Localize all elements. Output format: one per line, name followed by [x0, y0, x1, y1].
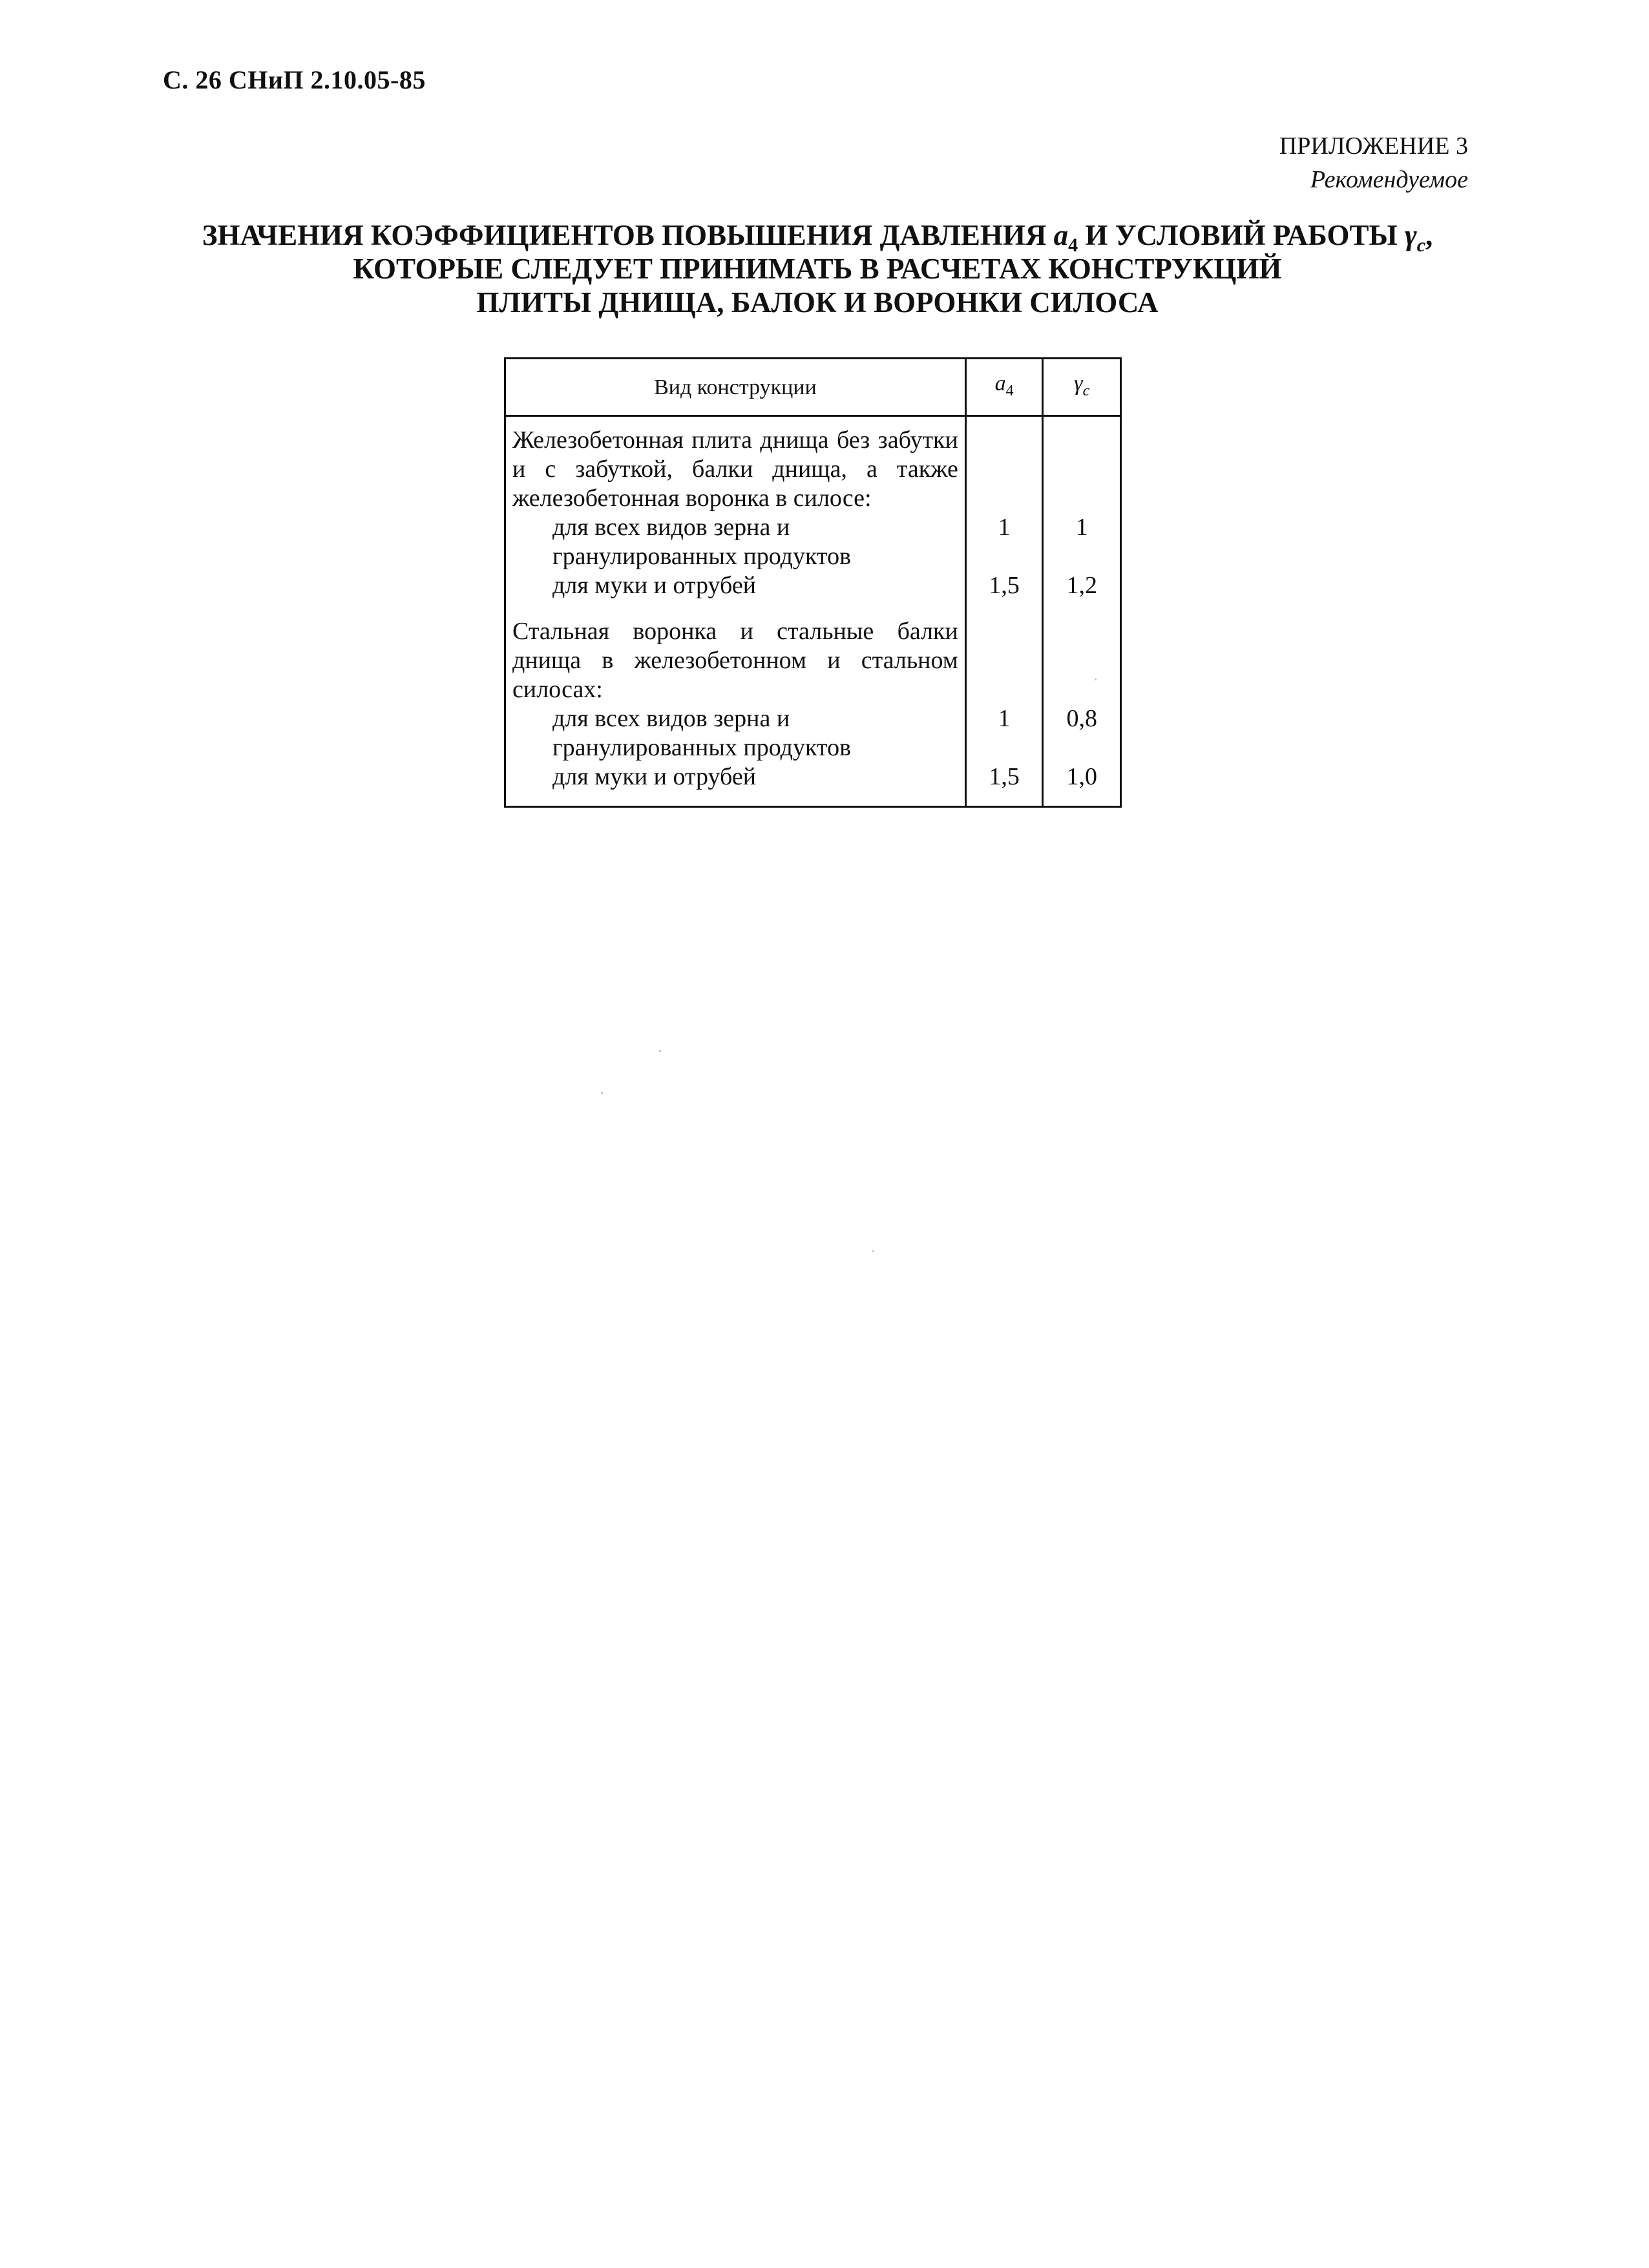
group-1-row-1-a4: 1 [965, 513, 1043, 571]
group-2-description: Стальная воронка и стальные балки днища в железобетонном и стальном силосах: [505, 614, 966, 704]
header-a4 [965, 359, 1043, 416]
header-a4-letter: a [994, 371, 1006, 395]
header-gamma-letter: γ [1074, 371, 1083, 395]
group-2-desc-a4 [965, 614, 1043, 704]
title-line-1-end: , [1425, 219, 1433, 251]
scan-speck [659, 1050, 661, 1052]
title-line-1-middle: И УСЛОВИЙ РАБОТЫ [1078, 219, 1405, 251]
appendix-status: Рекомендуемое [1310, 166, 1468, 193]
group-1-desc-a4 [965, 416, 1043, 514]
table-row [505, 571, 1121, 614]
header-a4-symbol [994, 371, 1014, 399]
group-1-description: Железобетонная плита днища без забутки и с забуткой, балки днища, а также железобетонная воронка в силосе: [505, 416, 966, 514]
group-1-row-2-label: для муки и отрубей [552, 572, 757, 599]
group-1-row-1-gamma: 1 [1075, 514, 1088, 541]
document-title [129, 218, 1506, 319]
table-row [505, 416, 1121, 514]
header-construction-type: Вид конструкции [505, 359, 966, 416]
symbol-a-subscript: 4 [1068, 235, 1078, 256]
title-line-1 [129, 218, 1506, 256]
group-1-row-2-gamma: 1,2 [1066, 572, 1097, 599]
appendix-number: ПРИЛОЖЕНИЕ 3 [1279, 132, 1468, 160]
table-row [505, 614, 1121, 704]
header-gamma-sub: c [1082, 382, 1090, 399]
scan-speck [872, 1250, 874, 1252]
header-gamma-symbol [1074, 371, 1090, 399]
coefficients-table [504, 357, 1122, 808]
table-row [505, 704, 1121, 762]
title-line-3: ПЛИТЫ ДНИЩА, БАЛОК И ВОРОНКИ СИЛОСА [476, 286, 1159, 319]
group-1-row-2-a4: 1,5 [965, 571, 1043, 614]
title-line-2: КОТОРЫЕ СЛЕДУЕТ ПРИНИМАТЬ В РАСЧЕТАХ КОНСТРУКЦИЙ [353, 253, 1282, 285]
title-line-1-start: ЗНАЧЕНИЯ КОЭФФИЦИЕНТОВ ПОВЫШЕНИЯ ДАВЛЕНИЯ [202, 219, 1054, 251]
table-header-row [505, 359, 1121, 416]
group-2-row-1-label: для всех видов зерна и гранулированных продуктов [552, 705, 852, 761]
group-1-row-1-label: для всех видов зерна и гранулированных продуктов [552, 514, 852, 570]
group-2-row-2-a4: 1,5 [965, 762, 1043, 807]
header-a4-sub: 4 [1005, 382, 1014, 399]
symbol-a: a [1053, 219, 1069, 251]
header-gamma-c [1043, 359, 1121, 416]
group-2-row-2-gamma: 1,0 [1066, 763, 1097, 790]
table-row [505, 513, 1121, 571]
table-row [505, 762, 1121, 807]
page-header: С. 26 СНиП 2.10.05-85 [163, 65, 426, 94]
symbol-gamma: γ [1404, 219, 1417, 251]
appendix-label-block [1279, 129, 1468, 196]
group-2-row-2-label: для муки и отрубей [552, 763, 757, 790]
scan-speck [1095, 678, 1097, 680]
group-2-desc-gamma [1043, 614, 1121, 704]
symbol-gamma-subscript: c [1416, 235, 1426, 256]
scan-speck [601, 1092, 603, 1094]
group-2-row-1-a4: 1 [965, 704, 1043, 762]
group-2-row-1-gamma: 0,8 [1066, 705, 1097, 732]
group-1-desc-gamma [1043, 416, 1121, 514]
